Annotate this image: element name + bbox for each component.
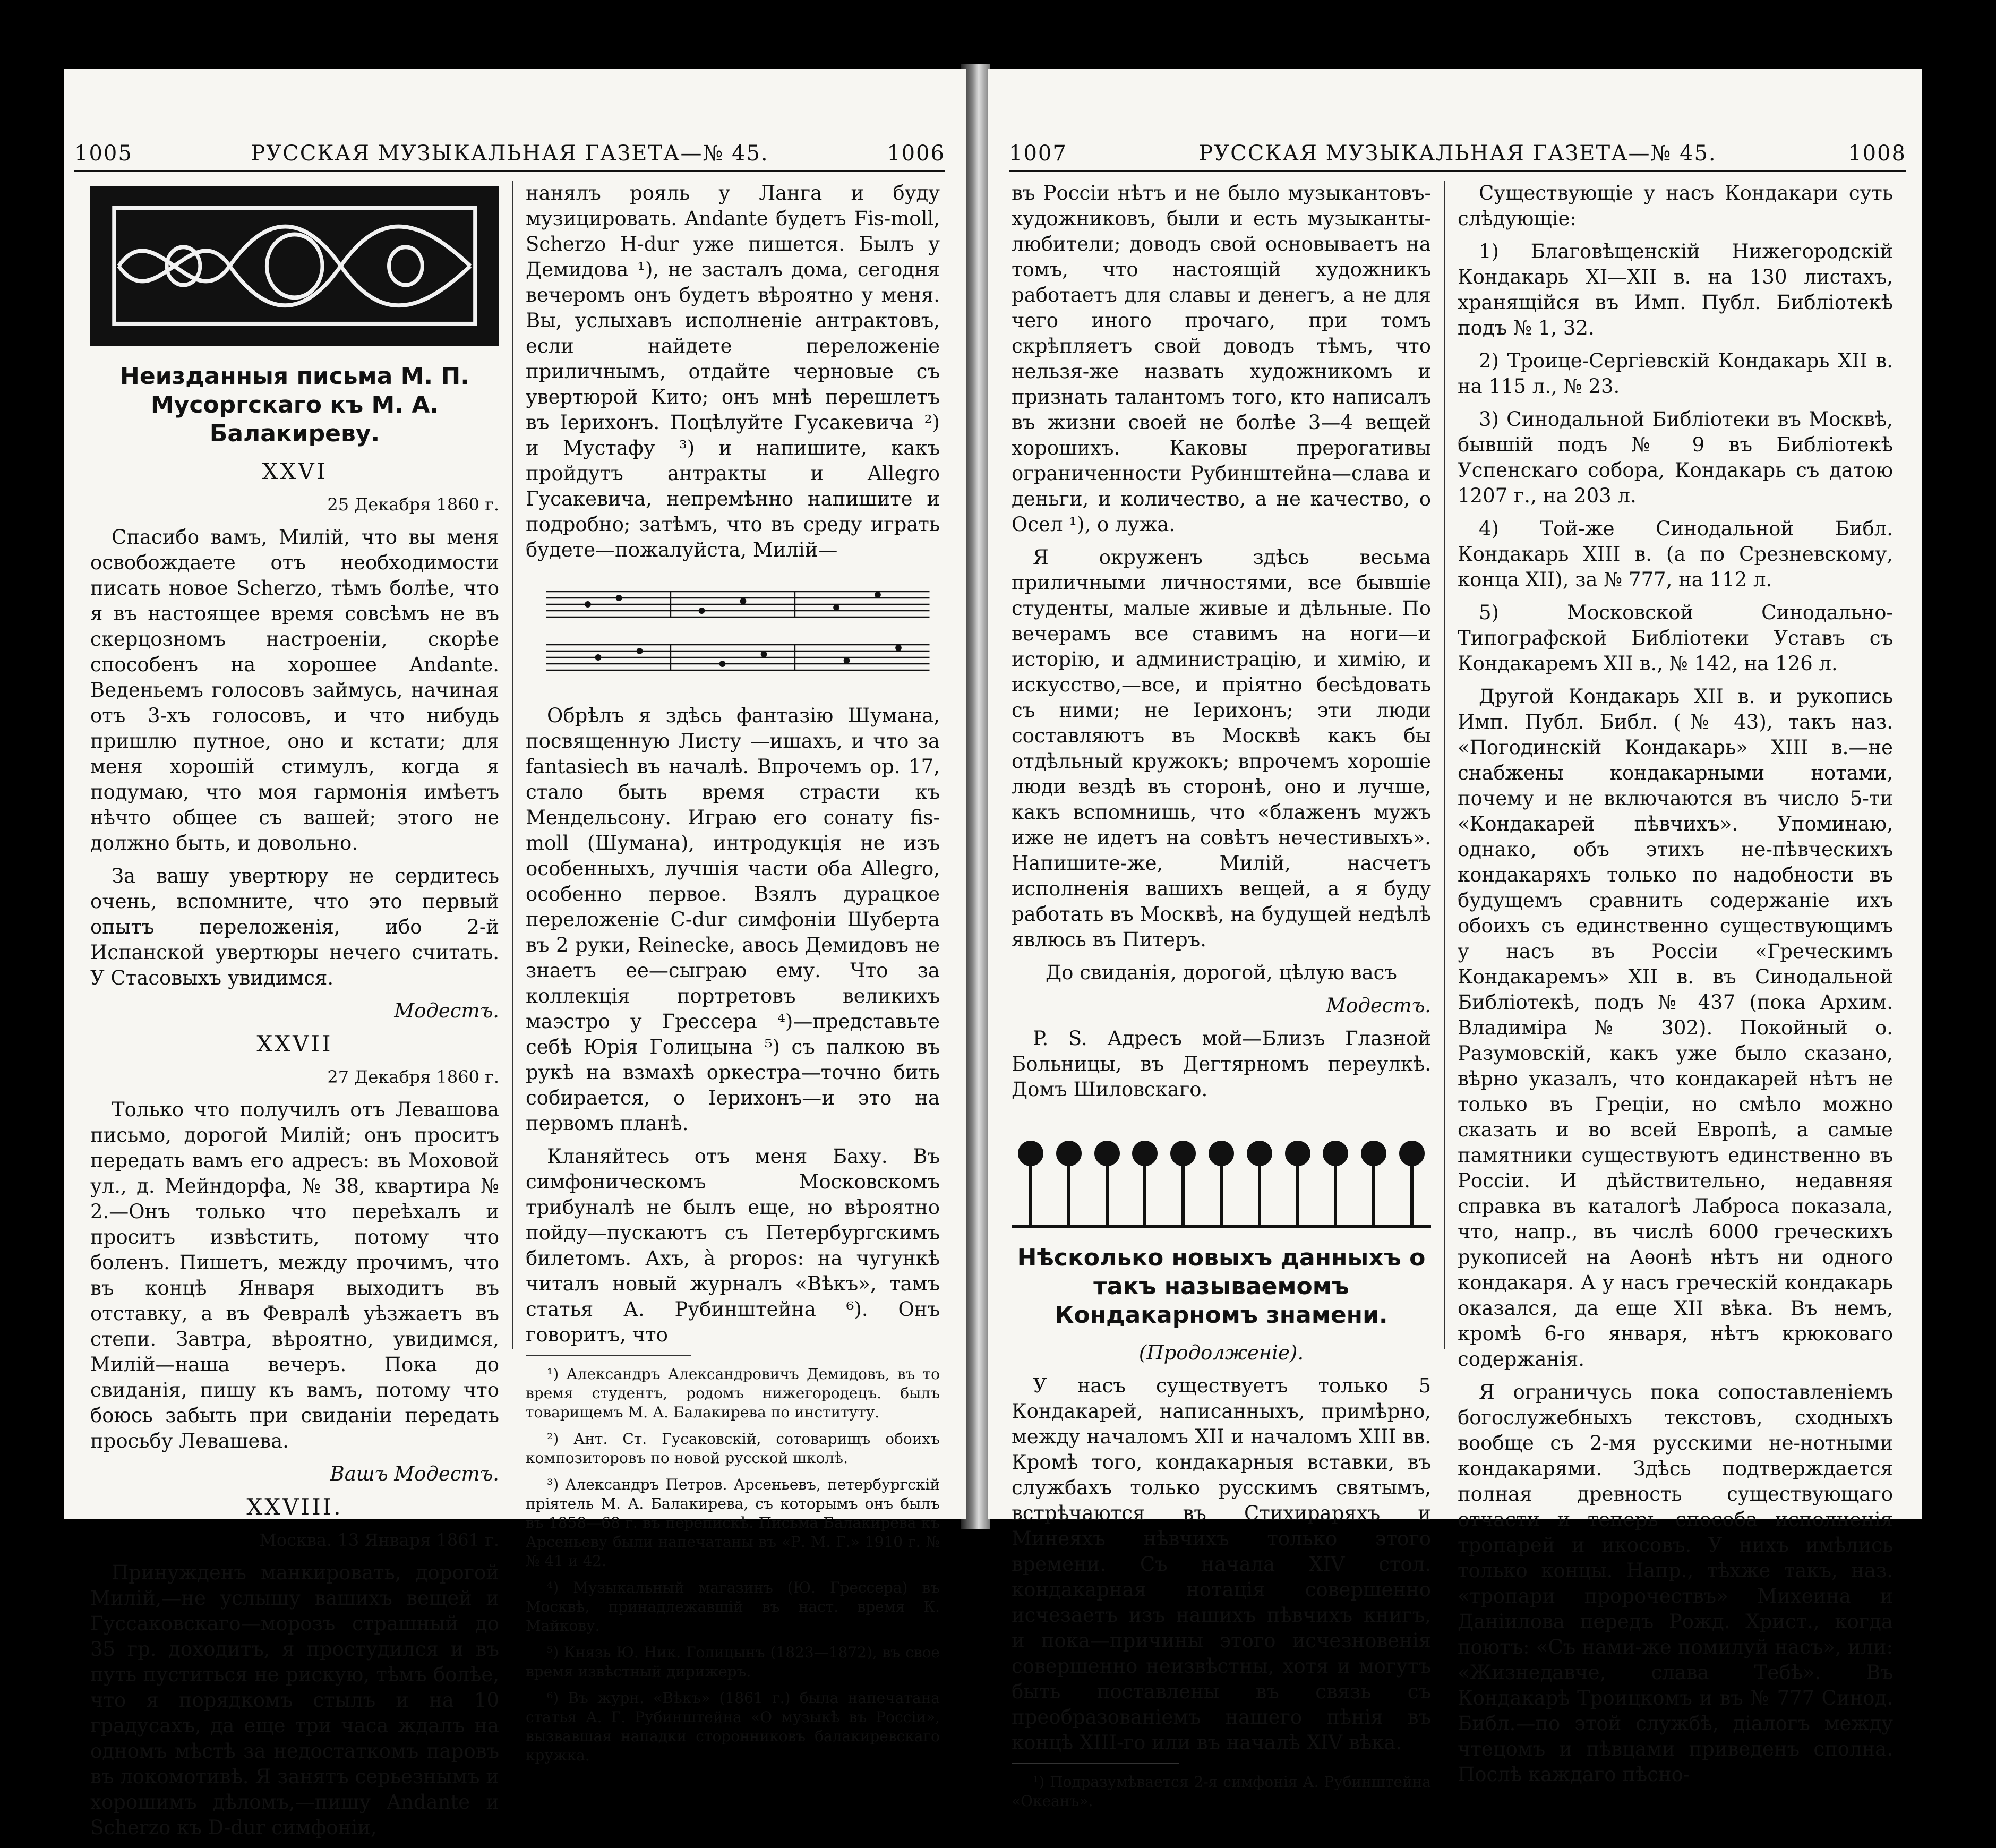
paragraph: Кланяйтесь отъ меня Баху. Въ симфоническомъ Московскомъ трибуналѣ не былъ еще, но вѣроятно пойду—пускаютъ съ Петербургскимъ билетомъ. Ахъ, à propos: на чугункѣ читалъ новый журналъ «Вѣкъ», тамъ статья А. Рубинштейна ⁶). Онъ говоритъ, что bbox=[526, 1145, 940, 1346]
footnote: ⁶) Въ журн. «Вѣкъ» (1861 г.) была напечатана статья А. Г. Рубинштейна «О музыкѣ въ Россіи», вызвавшая нападки сторонниковъ балакиревскаго кружка. bbox=[526, 1689, 940, 1764]
list-item: 2) Троице-Сергіевскій Кондакарь XII в. на 115 л., № 23. bbox=[1458, 349, 1893, 398]
right-col-1 bbox=[1012, 181, 1431, 1818]
left-col-2 bbox=[526, 181, 940, 1773]
article-title-kondakar: Нѣсколько новыхъ данныхъ о такъ называемомъ Кондакарномъ знамени. bbox=[1017, 1244, 1426, 1329]
flower-icon bbox=[1018, 1141, 1043, 1225]
paragraph: За вашу увертюру не сердитесь очень, вспомните, что это первый опытъ переложенія, ибо 2-й Испанской увертюры нечего считать. У Стасовыхъ увидимся. bbox=[90, 865, 499, 989]
footnote: ¹) Подразумѣвается 2-я симфонія А. Рубинштейна «Океанъ». bbox=[1012, 1773, 1431, 1810]
list-item: 5) Московской Синодально-Типографской Библіотеки Уставъ съ Кондакаремъ XII в., № 142, на 126 л. bbox=[1458, 601, 1893, 675]
postscript: P. S. Адресъ мой—Близъ Глазной Больницы, въ Дегтярномъ переулкѣ. Домъ Шиловскаго. bbox=[1012, 1027, 1431, 1101]
column-rule bbox=[1444, 181, 1445, 1349]
flower-icon bbox=[1361, 1141, 1386, 1225]
paragraph: Обрѣлъ я здѣсь фантазію Шумана, посвященную Листу —ишахъ, и что за fantasiech въ началѣ. Впрочемъ ор. 17, стало быть время страсти къ Мендельсону. Играю его сонату fis-moll (Шумана), интродукція не изъ особенныхъ, лучшія части оба Allegro, особенно первое. Взялъ дурацкое переложеніе C-dur симфоніи Шуберта въ 2 руки, Reinecke, авось Демидовъ не знаетъ ее—сыграю ему. Что за коллекція портретовъ великихъ маэстро у Грессера ⁴)—представьте себѣ Юрія Голицына ⁵) съ палкою въ рукѣ на взмахѣ оркестра—точно бить собирается, о Іерихонъ—и это на первомъ планѣ. bbox=[526, 704, 940, 1135]
decorative-flower-border bbox=[1012, 1118, 1431, 1228]
paragraph: У насъ существуетъ только 5 Кондакарей, написанныхъ, примѣрно, между началомъ XII и началомъ XIII вв. Кромѣ того, кондакарныя вставки, въ службахъ только русскимъ святымъ, встрѣчаются въ Стихираряхъ и Минеяхъ нѣвчихъ только этого времени. Съ начала XIV стол. кондакарная нотація совершенно исчезаетъ изъ нашихъ пѣвчихъ книгъ, и пока—причины этого исчезновенія совершенно неизвѣстны, хотя и могутъ быть поставлены въ связь съ преобразованіемъ нашего пѣнія въ концѣ XIII-го или въ началѣ XIV вѣка. bbox=[1012, 1374, 1431, 1754]
paragraph: Другой Кондакарь XII в. и рукопись Имп. Публ. Библ. (№ 43), такъ наз. «Погодинскій Кондакарь» XIII в.—не снабжены кондакарными нотами, почему и не включаются въ число 5-ти «Кондакарей пѣвчихъ». Упоминаю, однако, объ этихъ не-пѣвческихъ кондакаряхъ только по надобности въ будущемъ сравнить содержаніе ихъ обоихъ съ единственно существующимъ у насъ въ Россіи «Греческимъ Кондакаремъ» XII в. въ Синодальной Библіотекѣ, подъ № 437 (пока Архим. Владиміра № 302). Покойный о. Разумовскій, какъ уже было сказано, вѣрно указалъ, что кондакарей нѣтъ не только въ Греціи, но смѣло можно сказать и во всей Европѣ, а самые памятники существуютъ единственно въ Россіи. И дѣйствительно, недавняя справка въ каталогѣ Лаброса показала, что, напр., въ числѣ 6000 греческихъ рукописей на Аѳонѣ нѣтъ ни одного кондакаря. А у насъ греческій кондакарь оказался, да еще XII вѣка. Въ немъ, кромѣ 6-го января, нѣтъ крюковаго содержанія. bbox=[1458, 685, 1893, 1371]
signature: Вашъ Модестъ. bbox=[330, 1462, 499, 1485]
flower-icon bbox=[1170, 1141, 1196, 1225]
left-col-1 bbox=[90, 181, 499, 1848]
letter-number: XXVIII. bbox=[246, 1494, 343, 1520]
closing-line: До свиданія, дорогой, цѣлую васъ bbox=[1046, 961, 1397, 984]
paragraph: Я окруженъ здѣсь весьма приличными личностями, все бывшіе студенты, малые живые и дѣльные. По вечерамъ все ставимъ на ноги—и исторію, и администрацію, и химію, и искусство,—все, и пріятно бесѣдовать съ ними; не Іерихонъ; эти люди составляютъ въ Москвѣ какъ бы отдѣльный кружокъ; впрочемъ хорошіе люди вездѣ въ сторонѣ, оно и лучше, какъ вспомнишь, что «блаженъ мужъ иже не идетъ на совѣтъ нечестивыхъ». Напишите-же, Милій, насчетъ исполненія вашихъ вещей, а я буду работать въ Москвѣ, на будущей недѣлѣ явлюсь въ Питеръ. bbox=[1012, 546, 1431, 951]
paragraph: Только что получилъ отъ Левашова письмо, дорогой Милій; онъ проситъ передать вамъ его адресъ: въ Моховой ул., д. Мейндорфа, № 38, квартира № 2.—Онъ только что переѣхалъ и проситъ извѣстить, потому что боленъ. Пишетъ, между прочимъ, что въ концѣ Января выходитъ въ отставку, а въ Февралѣ уѣзжаетъ въ степи. Завтра, вѣроятно, увидимся, Милій—наша вечеръ. Пока до свиданія, пишу къ вамъ, потому что боюсь забыть при свиданіи передать просьбу Левашева. bbox=[90, 1098, 499, 1452]
footnote: ⁴) Музыкальный магазинъ (Ю. Грессера) въ Москвѣ, принадлежавшій въ наст. время К. Майкову. bbox=[526, 1579, 940, 1635]
flower-icon bbox=[1323, 1141, 1348, 1225]
flower-icon bbox=[1247, 1141, 1272, 1225]
left-page bbox=[64, 69, 966, 1839]
letter-number: XXVI bbox=[262, 458, 328, 484]
letter-number: XXVII bbox=[256, 1031, 333, 1057]
column-rule bbox=[512, 181, 513, 1349]
footnote-rule bbox=[1012, 1763, 1179, 1764]
footnote: ¹) Александръ Александровичъ Демидовъ, въ то время студентъ, родомъ нижегородецъ. былъ товарищемъ М. А. Балакирева по институту. bbox=[526, 1365, 940, 1421]
signature: Модестъ. bbox=[394, 999, 499, 1022]
footnote: ²) Ант. Ст. Гусаковскій, сотоварищъ обоихъ композиторовъ по новой русской школѣ. bbox=[526, 1430, 940, 1467]
flower-icon bbox=[1285, 1141, 1310, 1225]
right-page bbox=[988, 69, 1922, 1810]
article-title-mussorgsky: Неизданныя письма М. П. Мусоргскаго къ М. А. Балакиреву. bbox=[120, 363, 469, 447]
paragraph: въ Россіи нѣтъ и не было музыкантовъ-художниковъ, были и есть музыканты-любители; доводъ свой основываетъ на томъ, что настоящій художникъ работаетъ для славы и денегъ, а не для чего иного прочаго, при томъ скрѣпляетъ свой доводъ тѣмъ, что нельзя-же назвать художникомъ и признать талантомъ того, кто написалъ въ жизни своей не болѣе 3—4 вещей хорошихъ. Каковы прерогативы ограниченности Рубинштейна—слава и деньги, и количество, а не качество, о Осел ¹), о лужа. bbox=[1012, 182, 1431, 536]
paragraph: Принужденъ манкировать, дорогой Милій,—не услышу вашихъ вещей и Гуссаковскаго—морозъ страшный до 35 гр. доходитъ, я простудился и въ путь пуститься не рискую, тѣмъ болѣе, что я порядкомъ стылъ и на 10 градусахъ, да еще три часа ждалъ на одномъ мѣстѣ за недостаткомъ паровъ въ локомотивѣ. Я занятъ серьезнымъ и хорошимъ дѣломъ,—пишу Andante и Scherzo къ D-dur симфоніи, bbox=[90, 1561, 499, 1839]
header-title: РУССКАЯ МУЗЫКАЛЬНАЯ ГАЗЕТА—№ 45. bbox=[251, 141, 769, 166]
paragraph: нанялъ рояль у Ланга и буду музицировать. Andante будетъ Fis-moll, Scherzo H-dur уже пишется. Былъ у Демидова ¹), не засталъ дома, сегодня вечеромъ онъ будетъ вѣроятно у меня. Вы, услыхавъ исполненіе антрактовъ, если найдете переложеніе приличнымъ, отдайте черновые съ увертюрой Кито; онъ мнѣ перешлетъ въ Іерихонъ. Поцѣлуйте Гусакевича ²) и Мустафу ³) и напишите, какъ пройдутъ антракты и Allegro Гусакевича, непремѣнно напишите и подробно; затѣмъ, что въ среду играть будете—пожалуйста, Милій— bbox=[526, 182, 940, 561]
paragraph: Существующіе у насъ Кондакари суть слѣдующіе: bbox=[1458, 182, 1893, 230]
flower-icon bbox=[1399, 1141, 1425, 1225]
page-number-1006: 1006 bbox=[887, 141, 945, 166]
page-number-1008: 1008 bbox=[1848, 141, 1906, 166]
paragraph: Спасибо вамъ, Милій, что вы меня освобождаете отъ необходимости писать новое Scherzo, тѣмъ болѣе, что я въ настоящее время совсѣмъ не въ скерцозномъ настроеніи, скорѣе способенъ на хорошее Andante. Веденьемъ голосовъ займусь, начиная отъ 3-хъ голосовъ, и что нибудь пришлю путное, оно и кстати; для меня хорошій стимулъ, когда я подумаю, что моя гармонія имѣетъ нѣчто общее съ вашей; этого не должно быть, и довольно. bbox=[90, 526, 499, 854]
header-title: РУССКАЯ МУЗЫКАЛЬНАЯ ГАЗЕТА—№ 45. bbox=[1198, 141, 1717, 166]
page-number-1007: 1007 bbox=[1009, 141, 1067, 166]
letter-date: 25 Декабря 1860 г. bbox=[327, 494, 499, 515]
music-notation-image bbox=[526, 570, 940, 687]
letter-date: 27 Декабря 1860 г. bbox=[327, 1067, 499, 1087]
left-header bbox=[74, 133, 945, 172]
right-col-2 bbox=[1458, 181, 1893, 1795]
flower-icon bbox=[1132, 1141, 1158, 1225]
page-number-1005: 1005 bbox=[74, 141, 133, 166]
letter-date: Москва. 13 Января 1861 г. bbox=[259, 1530, 499, 1550]
footnote-rule bbox=[526, 1355, 691, 1356]
right-header bbox=[1009, 133, 1906, 172]
decorative-ornament bbox=[90, 186, 499, 346]
list-item: 3) Синодальной Библіотеки въ Москвѣ, бывшій подъ № 9 въ Библіотекѣ Успенскаго собора, Кондакарь съ датою 1207 г., на 203 л. bbox=[1458, 408, 1893, 507]
flower-icon bbox=[1056, 1141, 1082, 1225]
flower-icon bbox=[1094, 1141, 1120, 1225]
article-subtitle: (Продолженіе). bbox=[1138, 1341, 1304, 1364]
footnote: ³) Александръ Петров. Арсеньевъ, петербургскій пріятель М. А. Балакирева, съ которымъ онъ былъ въ 1858—68 г. въ перепискѣ. Письма Балакирева къ Арсеньеву были напечатаны въ «Р. М. Г.» 1910 г. №№ 41 и 42. bbox=[526, 1476, 940, 1570]
flower-icon bbox=[1209, 1141, 1234, 1225]
footnote: ⁵) Князь Ю. Ник. Голицынъ (1823—1872), въ свое время извѣстный дирижеръ. bbox=[526, 1644, 940, 1680]
paragraph: Я ограничусь пока сопоставленіемъ богослужебныхъ текстовъ, сходныхъ вообще съ 2-мя русскими не-нотными кондакарями. Здѣсь подтверждается полная древность существующаго отчасти и теперь способа исполненія тропарей и икосовъ. У нихъ имѣлись только концы. Напр., тѣхже такъ, наз. «тропари пророчествъ» Михеина и Даніилова передъ Рожд. Христ., когда поютъ: «Съ нами-же помилуй насъ», или: «Жизнедавче, слава Тебѣ». Въ Кондакарѣ Троицкомъ и въ № 777 Синод. Библ.—по этой службѣ, діалогъ между чтецомъ и пѣвцами приведенъ сполна. Послѣ каждаго пѣсно- bbox=[1458, 1381, 1893, 1786]
list-item: 4) Той-же Синодальной Библ. Кондакарь XIII в. (а по Срезневскому, конца XII), за № 777, на 112 л. bbox=[1458, 517, 1893, 591]
signature: Модестъ. bbox=[1326, 994, 1431, 1017]
list-item: 1) Благовѣщенскій Нижегородскій Кондакарь XI—XII в. на 130 листахъ, хранящійся въ Имп. Публ. Библіотекѣ подъ № 1, 32. bbox=[1458, 240, 1893, 339]
